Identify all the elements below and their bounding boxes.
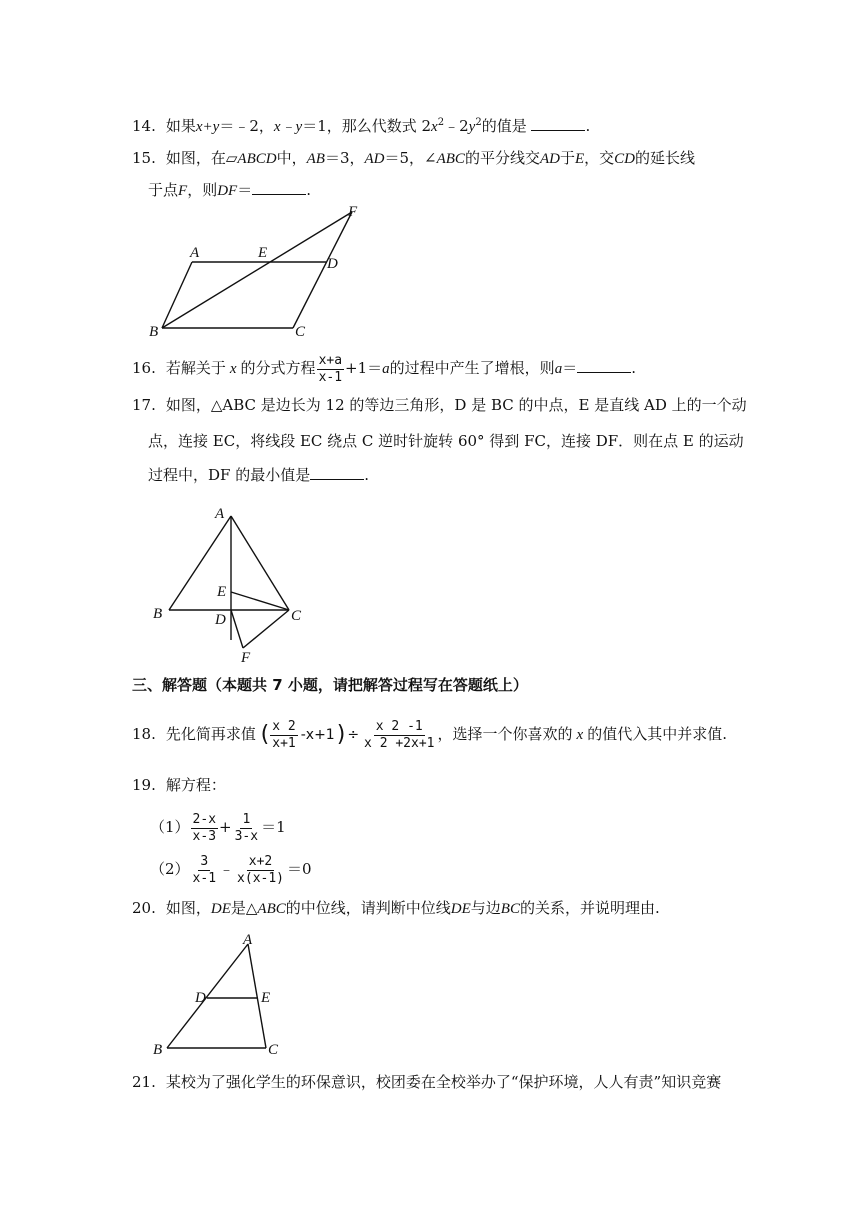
part-label: （2） <box>150 860 190 878</box>
label-e: E <box>261 990 271 1006</box>
q16-expr: x <box>229 361 237 377</box>
open-paren: ( <box>260 722 270 747</box>
question-number: 18. <box>132 725 156 743</box>
q15-expr: AD <box>539 151 560 167</box>
label-c: C <box>295 324 306 340</box>
part-label: （1） <box>150 818 190 836</box>
q15-text: 于 <box>559 149 575 167</box>
question-number: 15. <box>132 149 156 167</box>
q18-text: ，选择一个你喜欢的 <box>437 725 573 743</box>
question-number: 14. <box>132 117 156 135</box>
triangle-figure <box>145 500 315 670</box>
fraction-denominator: x-1 <box>192 870 217 886</box>
q20-text: 是△ <box>230 899 258 917</box>
q15-text: ＝5，∠ <box>384 149 437 167</box>
q14-exponent: 2 <box>437 117 445 128</box>
q15-text: ＝3， <box>324 149 365 167</box>
q14-text: ＝1，那么代数式 2 <box>302 117 432 135</box>
q15-expr: ABCD <box>237 151 277 167</box>
answer-blank[interactable] <box>252 180 306 195</box>
q20-expr: DE <box>450 901 471 917</box>
equals-value: ＝1 <box>261 818 286 836</box>
q16-text: 的过程中产生了增根，则 <box>389 359 555 377</box>
q15-text: 如图，在 <box>165 149 226 167</box>
question-number: 19. <box>132 776 156 794</box>
question-15-line-1 <box>132 147 695 170</box>
fraction-denominator: x-1 <box>318 369 343 385</box>
q14-text: 如果 <box>165 117 196 135</box>
q16-text: 若解关于 <box>165 359 226 377</box>
plus-sign: + <box>219 818 232 836</box>
midline-triangle-figure <box>145 930 295 1060</box>
q21-text: 某校为了强化学生的环保意识，校团委在全校举办了“保护环境，人人有责”知识竞赛 <box>165 1073 722 1091</box>
close-paren: ) <box>336 722 346 747</box>
label-f: F <box>241 650 251 666</box>
divide-sign: ÷ <box>347 727 360 743</box>
fraction <box>233 812 260 845</box>
q20-text: 的中位线，请判断中位线 <box>285 899 451 917</box>
q14-expr: x﹣y <box>273 119 303 135</box>
fraction-numerator: x 2 -1 <box>375 718 423 734</box>
q20-expr: ABC <box>257 901 286 917</box>
q17-text: 如图，△ABC 是边长为 12 的等边三角形，D 是 BC 的中点，E 是直线 AD 上的一个动 <box>165 396 747 414</box>
label-b: B <box>149 324 159 340</box>
fraction-numerator: 3 <box>200 853 209 869</box>
answer-blank[interactable] <box>310 465 364 480</box>
fraction-denominator: x+1 <box>272 735 296 751</box>
label-c: C <box>291 608 302 624</box>
question-17-line-2 <box>148 430 744 452</box>
q18-expr: -x+1 <box>300 727 335 743</box>
question-21 <box>132 1071 721 1093</box>
answer-blank[interactable] <box>577 358 631 373</box>
label-d: D <box>195 990 206 1006</box>
q20-expr: DE <box>210 901 231 917</box>
question-20 <box>132 897 660 920</box>
label-e: E <box>258 245 268 261</box>
parallelogram-symbol: ▱ <box>225 149 238 167</box>
label-a: A <box>215 506 225 522</box>
question-14 <box>132 112 590 138</box>
q15-expr: F <box>178 183 188 199</box>
fraction-numerator: x+a <box>318 352 343 368</box>
segment-df <box>231 610 243 648</box>
fraction-denominator: x(x-1) <box>237 870 285 886</box>
q16-text: ＝ <box>562 359 578 377</box>
q16-expr: a <box>382 361 390 377</box>
q17-text: 过程中，DF 的最小值是 <box>148 466 311 484</box>
question-17-line-3 <box>148 464 369 486</box>
label-d: D <box>327 256 338 272</box>
segment-ab <box>167 944 248 1048</box>
fraction-numerator: x 2 <box>272 718 296 734</box>
segment-ac <box>231 516 289 610</box>
label-a: A <box>190 245 200 261</box>
segment-fc <box>243 610 289 648</box>
question-number: 20. <box>132 899 156 917</box>
fraction <box>270 719 297 752</box>
question-16 <box>132 350 636 387</box>
q18-expr: x <box>576 727 584 743</box>
q14-expr: y <box>468 119 476 135</box>
q20-text: 与边 <box>470 899 501 917</box>
fraction-numerator: x+2 <box>248 853 273 869</box>
question-18 <box>132 709 727 760</box>
q16-text: 的分式方程 <box>240 359 316 377</box>
question-number: 16. <box>132 359 156 377</box>
q14-text: 的值是 <box>481 117 527 135</box>
question-15-line-2 <box>148 179 311 202</box>
q15-expr: DF <box>217 183 238 199</box>
q15-expr: AB <box>306 151 325 167</box>
q15-expr: CD <box>614 151 636 167</box>
q14-text: ＝﹣2， <box>219 117 274 135</box>
q20-text: 的关系，并说明理由. <box>519 899 660 917</box>
answer-blank[interactable] <box>531 116 585 131</box>
q15-text: ，交 <box>584 149 615 167</box>
q15-expr: E <box>574 151 585 167</box>
q20-text: 如图， <box>165 899 211 917</box>
label-e: E <box>217 584 227 600</box>
label-d: D <box>215 612 226 628</box>
segment-bf <box>162 212 352 328</box>
q19-title: 解方程： <box>165 776 226 794</box>
fraction <box>362 719 436 752</box>
section-heading <box>132 674 528 696</box>
fraction <box>191 812 218 845</box>
q16-end: . <box>631 359 636 377</box>
fraction-numerator: 1 <box>242 811 251 827</box>
label-a: A <box>243 932 253 948</box>
question-19-part-1 <box>150 808 286 846</box>
q20-expr: BC <box>500 901 520 917</box>
label-b: B <box>153 1042 163 1058</box>
q14-expr: x <box>431 119 438 135</box>
q18-text: 先化简再求值 <box>165 725 256 743</box>
q15-text: ，则 <box>187 181 218 199</box>
question-number: 21. <box>132 1073 156 1091</box>
fraction <box>235 854 286 887</box>
q15-expr: ABC <box>436 151 465 167</box>
question-17-line-1 <box>132 394 747 416</box>
q14-exponent: 2 <box>475 117 482 128</box>
q18-text: 的值代入其中并求值. <box>587 725 727 743</box>
fraction <box>317 353 344 386</box>
question-19-part-2 <box>150 850 312 888</box>
fraction-denominator: 3-x <box>234 828 259 844</box>
q15-text: 的延长线 <box>635 149 696 167</box>
q15-text: 的平分线交 <box>464 149 540 167</box>
label-b: B <box>153 606 163 622</box>
label-f: F <box>348 204 358 220</box>
fraction <box>191 854 218 887</box>
question-number: 17. <box>132 396 156 414</box>
q15-text: 于点 <box>148 181 179 199</box>
q15-expr: AD <box>364 151 385 167</box>
q14-text: ﹣2 <box>444 117 469 135</box>
minus-sign: ﹣ <box>219 860 235 878</box>
q17-text: 点，连接 EC，将线段 EC 绕点 C 逆时针旋转 60° 得到 FC，连接 DF．则在点 E 的运动 <box>148 432 744 450</box>
q17-end: . <box>364 466 369 484</box>
section-title: 三、解答题（本题共 7 小题，请把解答过程写在答题纸上） <box>132 676 528 694</box>
q14-end: . <box>585 117 591 135</box>
q15-end: . <box>306 181 311 199</box>
q14-expr: x+y <box>195 119 220 135</box>
q15-text: ＝ <box>237 181 253 199</box>
q15-text: 中， <box>276 149 307 167</box>
parallelogram-figure <box>140 200 380 345</box>
fraction-denominator: x-3 <box>192 828 217 844</box>
q16-text: +1＝ <box>345 359 383 377</box>
equals-value: ＝0 <box>287 860 312 878</box>
q16-expr: a <box>554 361 563 377</box>
fraction-numerator: 2-x <box>192 811 217 827</box>
fraction-denominator: x 2 +2x+1 <box>364 735 435 751</box>
question-19 <box>132 774 226 796</box>
label-c: C <box>268 1042 279 1058</box>
